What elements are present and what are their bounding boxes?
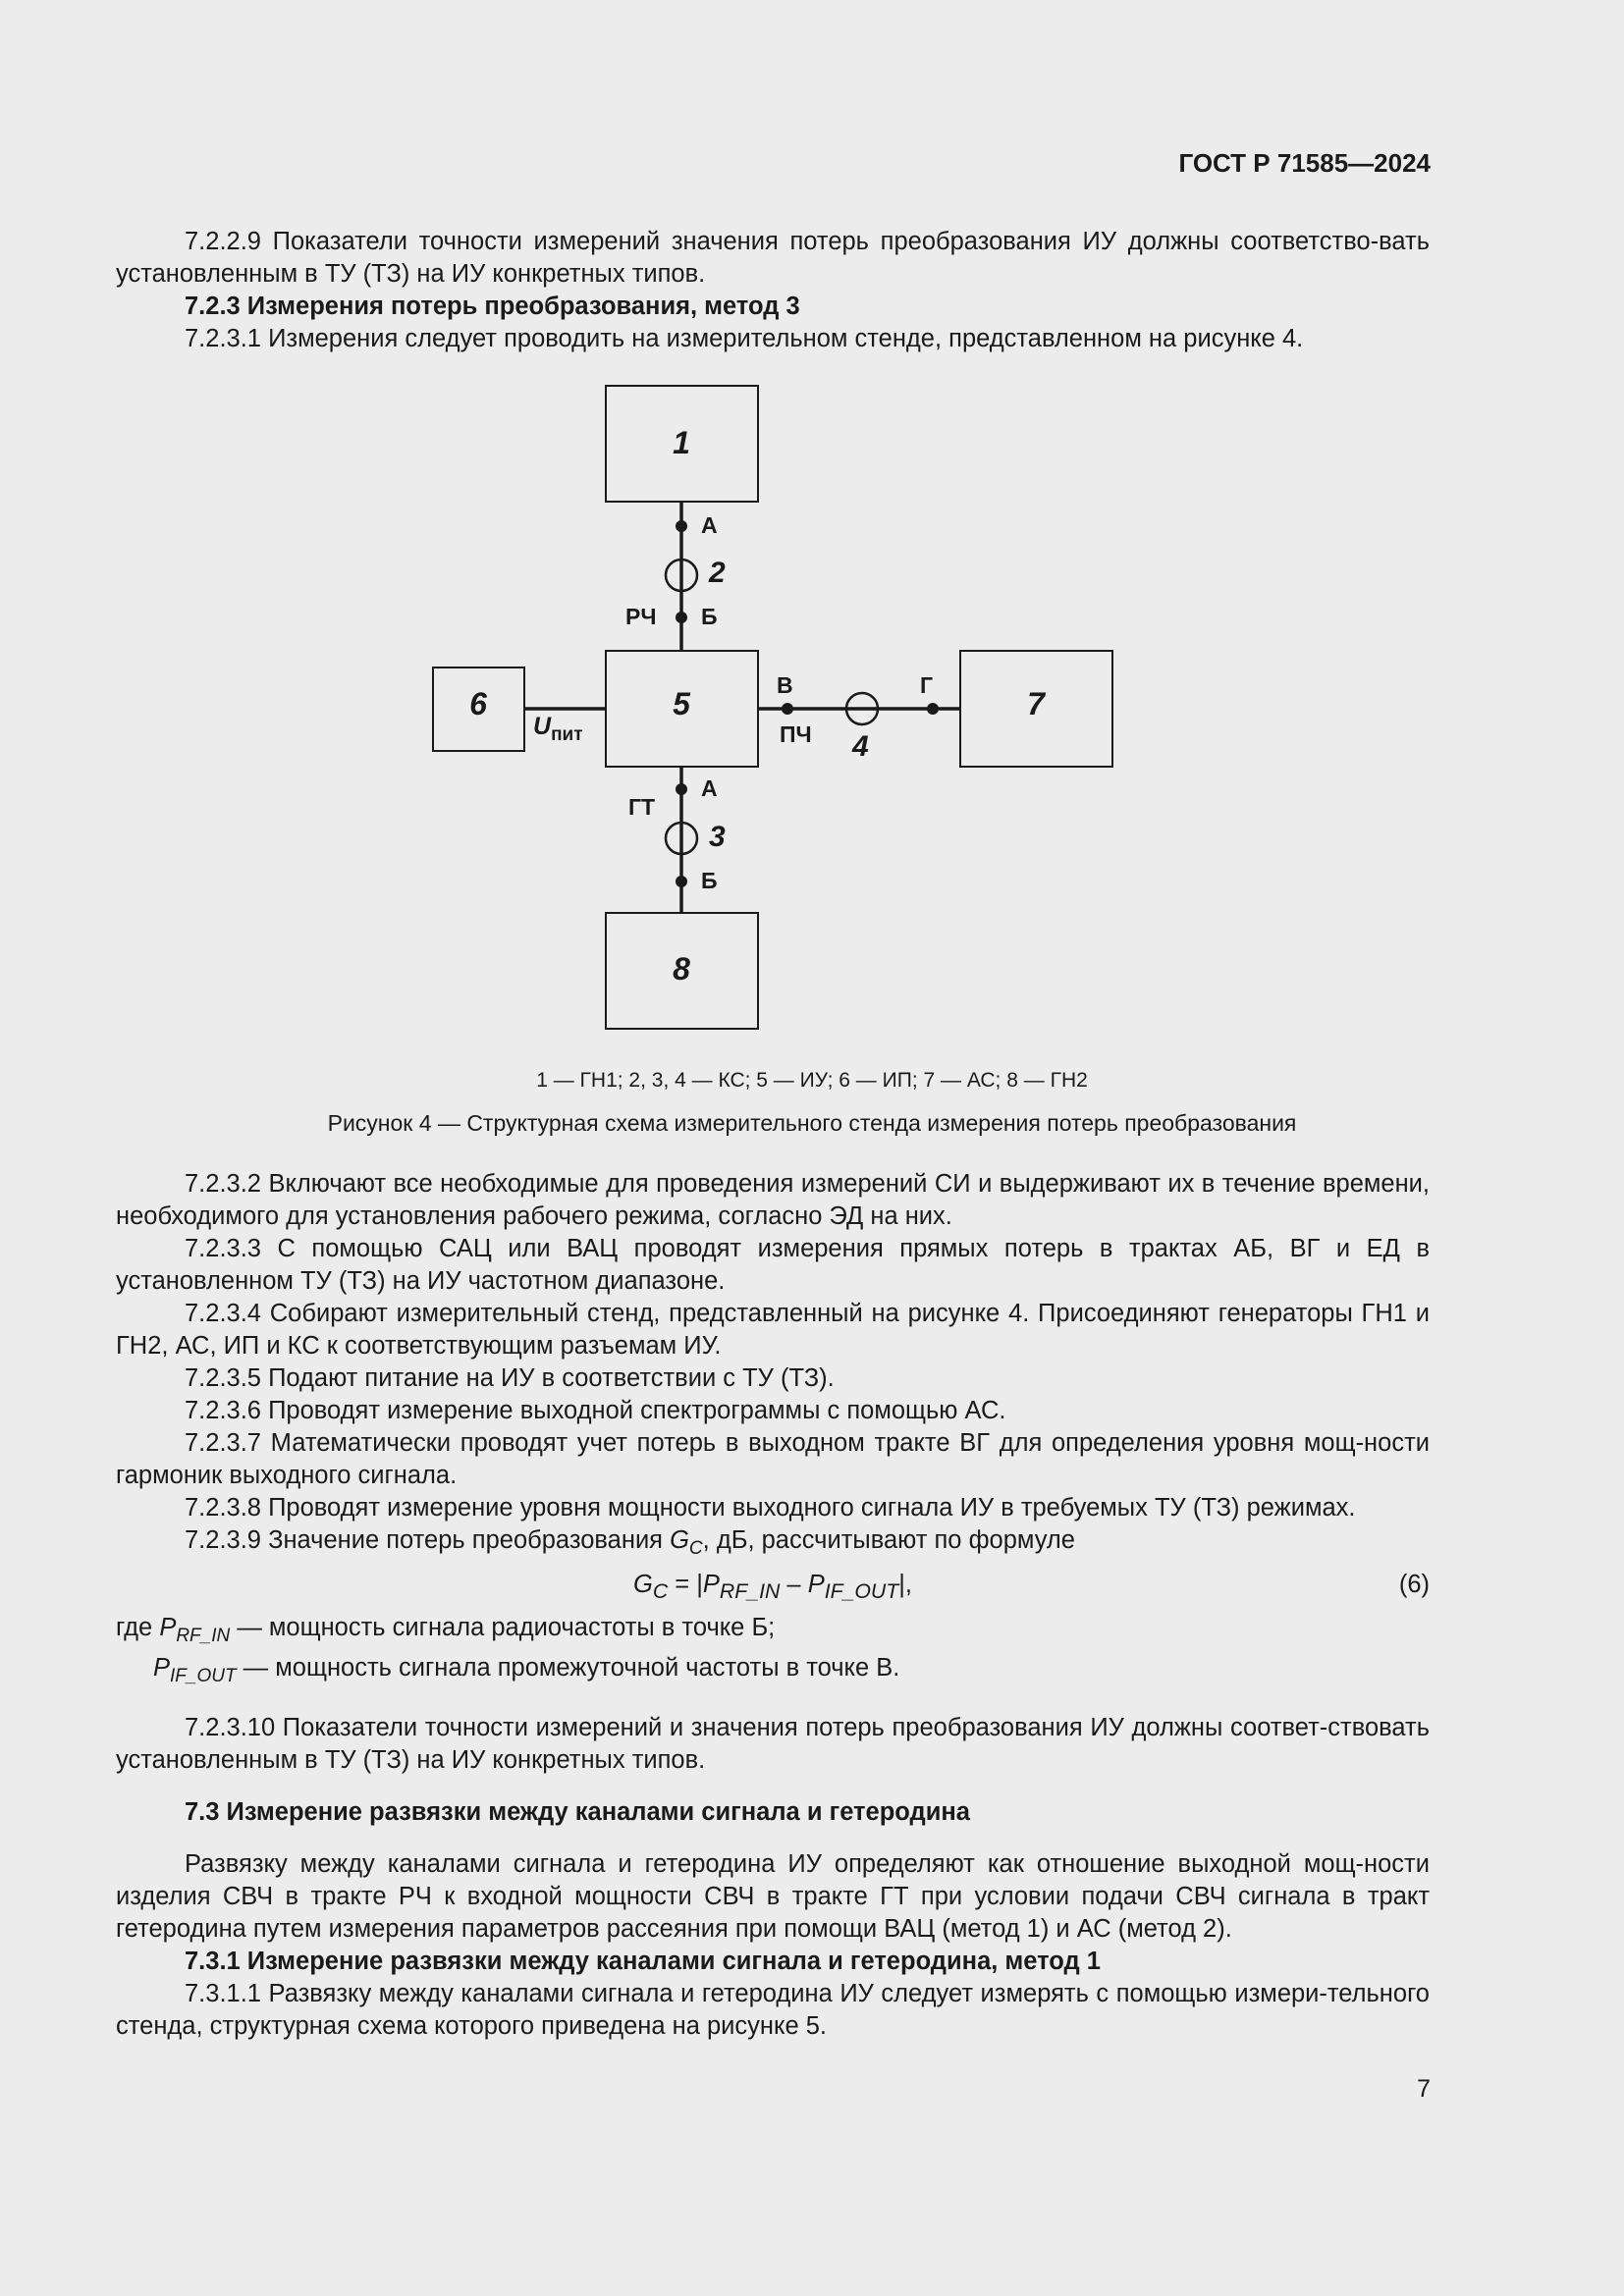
block-6-label: 6 bbox=[469, 686, 487, 721]
heading-7-2-3: 7.2.3 Измерения потерь преобразования, метод 3 bbox=[185, 293, 800, 320]
block-5-label: 5 bbox=[673, 686, 690, 721]
point-v-icon bbox=[782, 703, 793, 715]
formula-number: (6) bbox=[1398, 1571, 1430, 1599]
paragraph-7-2-3-8: 7.2.3.8 Проводят измерение уровня мощности выходного сигнала ИУ в требуемых ТУ (ТЗ) режимах. bbox=[185, 1494, 1356, 1522]
formula-definitions bbox=[116, 1612, 1430, 1692]
paragraph-7-3-intro: Развязку между каналами сигнала и гетеродина ИУ определяют как отношение выходной мощ-ности изделия СВЧ в тракте РЧ к входной мощности СВЧ в тракте ГТ при условии подачи СВЧ сигнала в тракт гетеродина путем измерения параметров рассеяния при помощи ВАЦ (метод 1) и АС (метод 2). bbox=[116, 1850, 1430, 1944]
label-lo: ГТ bbox=[628, 794, 656, 820]
label-u-supply: $U_{пит}$ bbox=[533, 713, 583, 745]
label-rf: РЧ bbox=[625, 604, 657, 629]
paragraph-7-2-3-5: 7.2.3.5 Подают питание на ИУ в соответствии с ТУ (ТЗ). bbox=[185, 1364, 835, 1392]
label-b-top: Б bbox=[701, 604, 718, 629]
block-8-label: 8 bbox=[673, 951, 690, 987]
paragraph-7-2-3-4: 7.2.3.4 Собирают измерительный стенд, представленный на рисунке 4. Присоединяют генераторы ГН1 и ГН2, АС, ИП и КС к соответствующим разъемам ИУ. bbox=[116, 1300, 1430, 1360]
point-b-bottom-icon bbox=[676, 876, 687, 887]
label-v: В bbox=[777, 672, 793, 698]
document-header: ГОСТ Р 71585—2024 bbox=[1178, 148, 1431, 178]
figure-legend: 1 — ГН1; 2, 3, 4 — КС; 5 — ИУ; 6 — ИП; 7 — АС; 8 — ГН2 bbox=[536, 1069, 1088, 1092]
label-a-bottom: А bbox=[701, 775, 718, 801]
paragraph-7-2-2-9: 7.2.2.9 Показатели точности измерений значения потерь преобразования ИУ должны соответство-вать установленным в ТУ (ТЗ) на ИУ конкретных типов. bbox=[116, 228, 1430, 288]
paragraph-7-2-3-7: 7.2.3.7 Математически проводят учет потерь в выходном тракте ВГ для определения уровня мощ-ности гармоник выходного сигнала. bbox=[116, 1429, 1430, 1489]
point-a-bottom-icon bbox=[676, 783, 687, 795]
label-g: Г bbox=[920, 672, 934, 698]
formula-6 bbox=[116, 1569, 1430, 1608]
heading-7-3: 7.3 Измерение развязки между каналами сигнала и гетеродина bbox=[185, 1798, 970, 1827]
figure-caption: Рисунок 4 — Структурная схема измерительного стенда измерения потерь преобразования bbox=[327, 1110, 1297, 1136]
point-g-icon bbox=[927, 703, 939, 715]
paragraph-7-2-3-6: 7.2.3.6 Проводят измерение выходной спектрограммы с помощью АС. bbox=[185, 1397, 1006, 1424]
paragraph-7-3-1-1: 7.3.1.1 Развязку между каналами сигнала и гетеродина ИУ следует измерять с помощью измери-тельного стенда, структурная схема которого приведена на рисунке 5. bbox=[116, 1980, 1430, 2041]
label-a-top: А bbox=[701, 512, 718, 538]
definition-if-out: $P_{IF\_OUT}$ — мощность сигнала промежуточной частоты в точке В. bbox=[153, 1654, 900, 1687]
cable-2-label: 2 bbox=[709, 557, 726, 589]
definition-rf-in: где $P_{RF\_IN}$ — мощность сигнала радиочастоты в точке Б; bbox=[116, 1614, 776, 1647]
paragraph-7-2-3-3: 7.2.3.3 С помощью САЦ или ВАЦ проводят измерения прямых потерь в трактах АБ, ВГ и ЕД в установленном ТУ (ТЗ) на ИУ частотном диапазоне. bbox=[116, 1235, 1430, 1295]
page-number: 7 bbox=[1417, 2075, 1431, 2103]
point-b-top-icon bbox=[676, 612, 687, 623]
heading-7-3-1: 7.3.1 Измерение развязки между каналами сигнала и гетеродина, метод 1 bbox=[185, 1948, 1101, 1976]
paragraph-7-2-3-9: 7.2.3.9 Значение потерь преобразования $G_C$, дБ, рассчитывают по формуле bbox=[185, 1526, 1075, 1560]
label-if: ПЧ bbox=[780, 721, 812, 747]
cable-3-label: 3 bbox=[709, 821, 726, 853]
paragraph-7-2-3-1: 7.2.3.1 Измерения следует проводить на измерительном стенде, представленном на рисунке 4. bbox=[185, 325, 1304, 352]
formula-expression: $G_C = |P_{RF\_IN} - P_{IF\_OUT}|$, bbox=[633, 1571, 912, 1604]
paragraph-7-2-3-2: 7.2.3.2 Включают все необходимые для проведения измерений СИ и выдерживают их в течение времени, необходимого для установления рабочего режима, согласно ЭД на них. bbox=[116, 1170, 1430, 1230]
cable-4-label: 4 bbox=[852, 730, 869, 763]
main-text-block bbox=[116, 1168, 1430, 2043]
label-b-bottom: Б bbox=[701, 868, 718, 893]
block-7-label: 7 bbox=[1027, 686, 1045, 721]
point-a-top-icon bbox=[676, 520, 687, 532]
paragraph-7-2-3-10: 7.2.3.10 Показатели точности измерений и значения потерь преобразования ИУ должны соответ-ствовать установленным в ТУ (ТЗ) на ИУ конкретных типов. bbox=[116, 1714, 1430, 1775]
block-1-label: 1 bbox=[673, 425, 690, 460]
